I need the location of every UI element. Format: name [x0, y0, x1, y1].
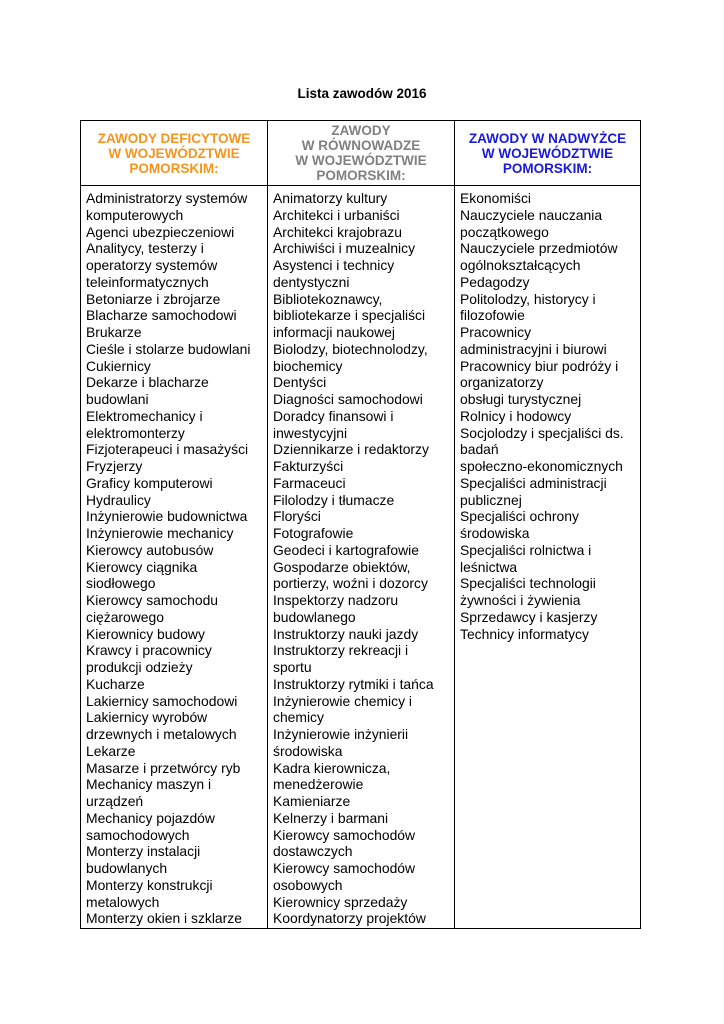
header-line: W WOJEWÓDZTWIE	[295, 153, 427, 168]
occupation-line: ogólnokształcących	[460, 257, 581, 273]
occupation-line: Dentyści	[273, 374, 327, 391]
header-line: POMORSKIM:	[316, 168, 406, 183]
occupation-line: Mechanicy maszyn i	[86, 776, 212, 793]
occupation-line: Architekci krajobrazu	[273, 223, 402, 240]
occupation-line: metalowych	[86, 893, 160, 910]
occupation-line: chemicy	[273, 709, 324, 726]
occupation-line: siodłowego	[86, 575, 156, 592]
occupation-line: Inżynierowie chemicy i	[273, 692, 412, 709]
occupation-line: Specjaliści ochrony	[460, 508, 579, 525]
occupation-line: administracyjni i biurowi	[460, 340, 607, 357]
occupation-line: Sprzedawcy i kasjerzy	[460, 608, 598, 625]
occupation-line: operatorzy systemów	[86, 257, 218, 273]
occupation-line: Gospodarze obiektów,	[273, 558, 411, 575]
occupation-line: filozofowie	[460, 307, 525, 324]
occupation-line: Kierowcy ciągnika	[86, 558, 198, 575]
occupation-line: portierzy, woźni i dozorcy	[273, 575, 428, 592]
occupation-line: Specjaliści technologii	[460, 575, 596, 592]
occupation-line: Kierowcy autobusów	[86, 541, 214, 558]
header-deficit	[81, 121, 268, 186]
occupation-line: Technicy informatycy	[460, 625, 589, 642]
occupations-table	[80, 120, 641, 929]
occupation-line: Biolodzy, biotechnolodzy,	[273, 340, 428, 357]
occupation-line: produkcji odzieży	[86, 659, 193, 675]
occupation-line: Cukiernicy	[86, 357, 151, 374]
occupation-line: Inżynierowie inżynierii	[273, 726, 409, 742]
header-line: W WOJEWÓDZTWIE	[481, 145, 614, 161]
occupation-line: Lakiernicy samochodowi	[86, 692, 238, 709]
occupation-line: Kierownicy sprzedaży	[273, 893, 408, 910]
occupation-line: Kamieniarze	[273, 793, 351, 809]
occupation-line: Instruktorzy rytmiki i tańca	[273, 675, 434, 692]
occupation-line: Floryści	[273, 508, 321, 525]
occupation-line: Mechanicy pojazdów	[86, 809, 215, 826]
header-row	[81, 121, 641, 186]
occupation-line: środowiska	[460, 525, 530, 541]
occupation-line: komputerowych	[86, 206, 184, 223]
header-line: W WOJEWÓDZTWIE	[108, 145, 240, 161]
occupation-line: Inspektorzy nadzoru	[273, 592, 399, 608]
occupation-line: Monterzy konstrukcji	[86, 876, 213, 893]
occupation-line: Asystenci i technicy	[273, 257, 395, 273]
occupation-line: Fizjoterapeuci i masażyści	[86, 441, 249, 458]
occupation-line: Blacharze samochodowi	[86, 307, 237, 324]
occupation-line: Architekci i urbaniści	[273, 206, 400, 223]
occupation-line: Kelnerzy i barmani	[273, 809, 389, 826]
occupation-line: Pracownicy biur podróży i	[460, 357, 619, 374]
occupation-line: inwestycyjni	[273, 424, 348, 441]
occupation-line: Fakturzyści	[273, 458, 344, 474]
occupation-line: urządzeń	[86, 793, 144, 809]
body-row	[81, 186, 641, 929]
occupation-line: Inżynierowie mechanicy	[86, 525, 234, 541]
occupation-line: Analitycy, testerzy i	[86, 240, 204, 257]
occupation-line: Doradcy finansowi i	[273, 407, 394, 424]
occupation-line: żywności i żywienia	[460, 592, 581, 608]
header-line: ZAWODY	[331, 123, 391, 138]
occupation-line: samochodowych	[86, 826, 190, 843]
occupation-line: Politolodzy, historycy i	[460, 290, 596, 307]
occupation-line: Instruktorzy nauki jazdy	[273, 625, 419, 642]
occupation-line: dentystyczni	[273, 273, 350, 290]
document-title: Lista zawodów 2016	[297, 86, 427, 101]
occupation-line: Pracownicy	[460, 324, 532, 340]
occupation-line: Koordynatorzy projektów	[273, 910, 426, 927]
column-balance	[268, 186, 455, 929]
occupation-line: Nauczyciele nauczania	[460, 206, 603, 223]
occupation-line: Animatorzy kultury	[273, 190, 388, 206]
occupation-line: Monterzy okien i szklarze	[86, 910, 242, 927]
occupation-line: leśnictwa	[460, 558, 518, 575]
occupation-line: Betoniarze i zbrojarze	[86, 290, 221, 307]
header-line: ZAWODY W NADWYŻCE	[468, 130, 627, 146]
occupation-line: Administratorzy systemów	[86, 190, 248, 206]
occupation-line: ciężarowego	[86, 608, 164, 625]
occupation-line: Specjaliści administracji	[460, 474, 607, 491]
occupation-line: publicznej	[460, 491, 522, 508]
occupation-line: Nauczyciele przedmiotów	[460, 240, 618, 257]
header-balance	[268, 121, 455, 186]
occupation-line: Kadra kierownicza,	[273, 759, 391, 776]
occupation-line: biochemicy	[273, 357, 343, 374]
occupation-line: Monterzy instalacji	[86, 843, 201, 860]
header-surplus	[455, 121, 641, 186]
occupation-line: społeczno-ekonomicznych	[460, 458, 623, 474]
occupation-line: teleinformatycznych	[86, 273, 209, 290]
occupation-line: dostawczych	[273, 843, 353, 860]
occupation-line: Pedagodzy	[460, 273, 530, 290]
occupation-line: początkowego	[460, 223, 549, 240]
occupation-line: Kierowcy samochodu	[86, 592, 219, 608]
occupation-line: Fryzjerzy	[86, 458, 143, 474]
occupation-line: Krawcy i pracownicy	[86, 642, 212, 659]
occupation-line: Graficy komputerowi	[86, 474, 213, 491]
occupation-line: badań	[460, 441, 499, 458]
occupation-line: Filolodzy i tłumacze	[273, 491, 395, 508]
occupation-line: Agenci ubezpieczeniowi	[86, 223, 235, 240]
header-line: POMORSKIM:	[502, 160, 593, 176]
header-line: ZAWODY DEFICYTOWE	[97, 130, 251, 146]
occupation-line: środowiska	[273, 742, 343, 759]
occupation-line: budowlanych	[86, 860, 168, 876]
occupation-line: sportu	[273, 659, 312, 675]
occupation-line: Cieśle i stolarze budowlani	[86, 340, 251, 357]
occupation-line: Kierowcy samochodów	[273, 860, 416, 876]
occupation-line: Inżynierowie budownictwa	[86, 508, 248, 525]
occupation-line: Dekarze i blacharze	[86, 374, 209, 391]
occupation-line: Bibliotekoznawcy,	[273, 290, 383, 307]
column-surplus	[455, 186, 641, 929]
occupation-line: informacji naukowej	[273, 324, 395, 340]
occupation-line: menedżerowie	[273, 776, 364, 793]
occupation-line: Specjaliści rolnictwa i	[460, 541, 592, 558]
occupation-line: budowlani	[86, 391, 149, 407]
occupation-line: Elektromechanicy i	[86, 407, 203, 424]
occupation-line: Rolnicy i hodowcy	[460, 407, 572, 424]
header-line: POMORSKIM:	[129, 160, 219, 176]
occupation-line: Socjolodzy i specjaliści ds.	[460, 424, 624, 441]
occupation-line: Hydraulicy	[86, 491, 151, 508]
occupation-line: Ekonomiści	[460, 190, 532, 206]
occupation-line: Fotografowie	[273, 525, 354, 541]
occupation-line: Lekarze	[86, 742, 136, 759]
occupation-line: Lakiernicy wyrobów	[86, 709, 208, 726]
occupation-line: drzewnych i metalowych	[86, 726, 237, 742]
occupation-line: Kierowcy samochodów	[273, 826, 416, 843]
occupation-line: obsługi turystycznej	[460, 391, 582, 407]
occupation-line: organizatorzy	[460, 374, 544, 391]
occupation-line: Diagności samochodowi	[273, 391, 423, 407]
occupation-line: Kucharze	[86, 675, 145, 692]
occupation-line: Masarze i przetwórcy ryb	[86, 759, 241, 776]
header-line: W RÓWNOWADZE	[301, 138, 421, 153]
occupation-line: bibliotekarze i specjaliści	[273, 307, 426, 324]
occupation-line: Archiwiści i muzealnicy	[273, 240, 416, 257]
occupation-line: elektromonterzy	[86, 424, 185, 441]
occupation-line: osobowych	[273, 876, 343, 893]
occupation-line: Kierownicy budowy	[86, 625, 205, 642]
occupation-line: Dziennikarze i redaktorzy	[273, 441, 429, 458]
column-deficit	[81, 186, 268, 929]
occupation-line: budowlanego	[273, 608, 356, 625]
occupation-line: Geodeci i kartografowie	[273, 541, 419, 558]
occupation-line: Farmaceuci	[273, 474, 346, 491]
occupation-line: Brukarze	[86, 324, 142, 340]
occupation-line: Instruktorzy rekreacji i	[273, 642, 409, 659]
